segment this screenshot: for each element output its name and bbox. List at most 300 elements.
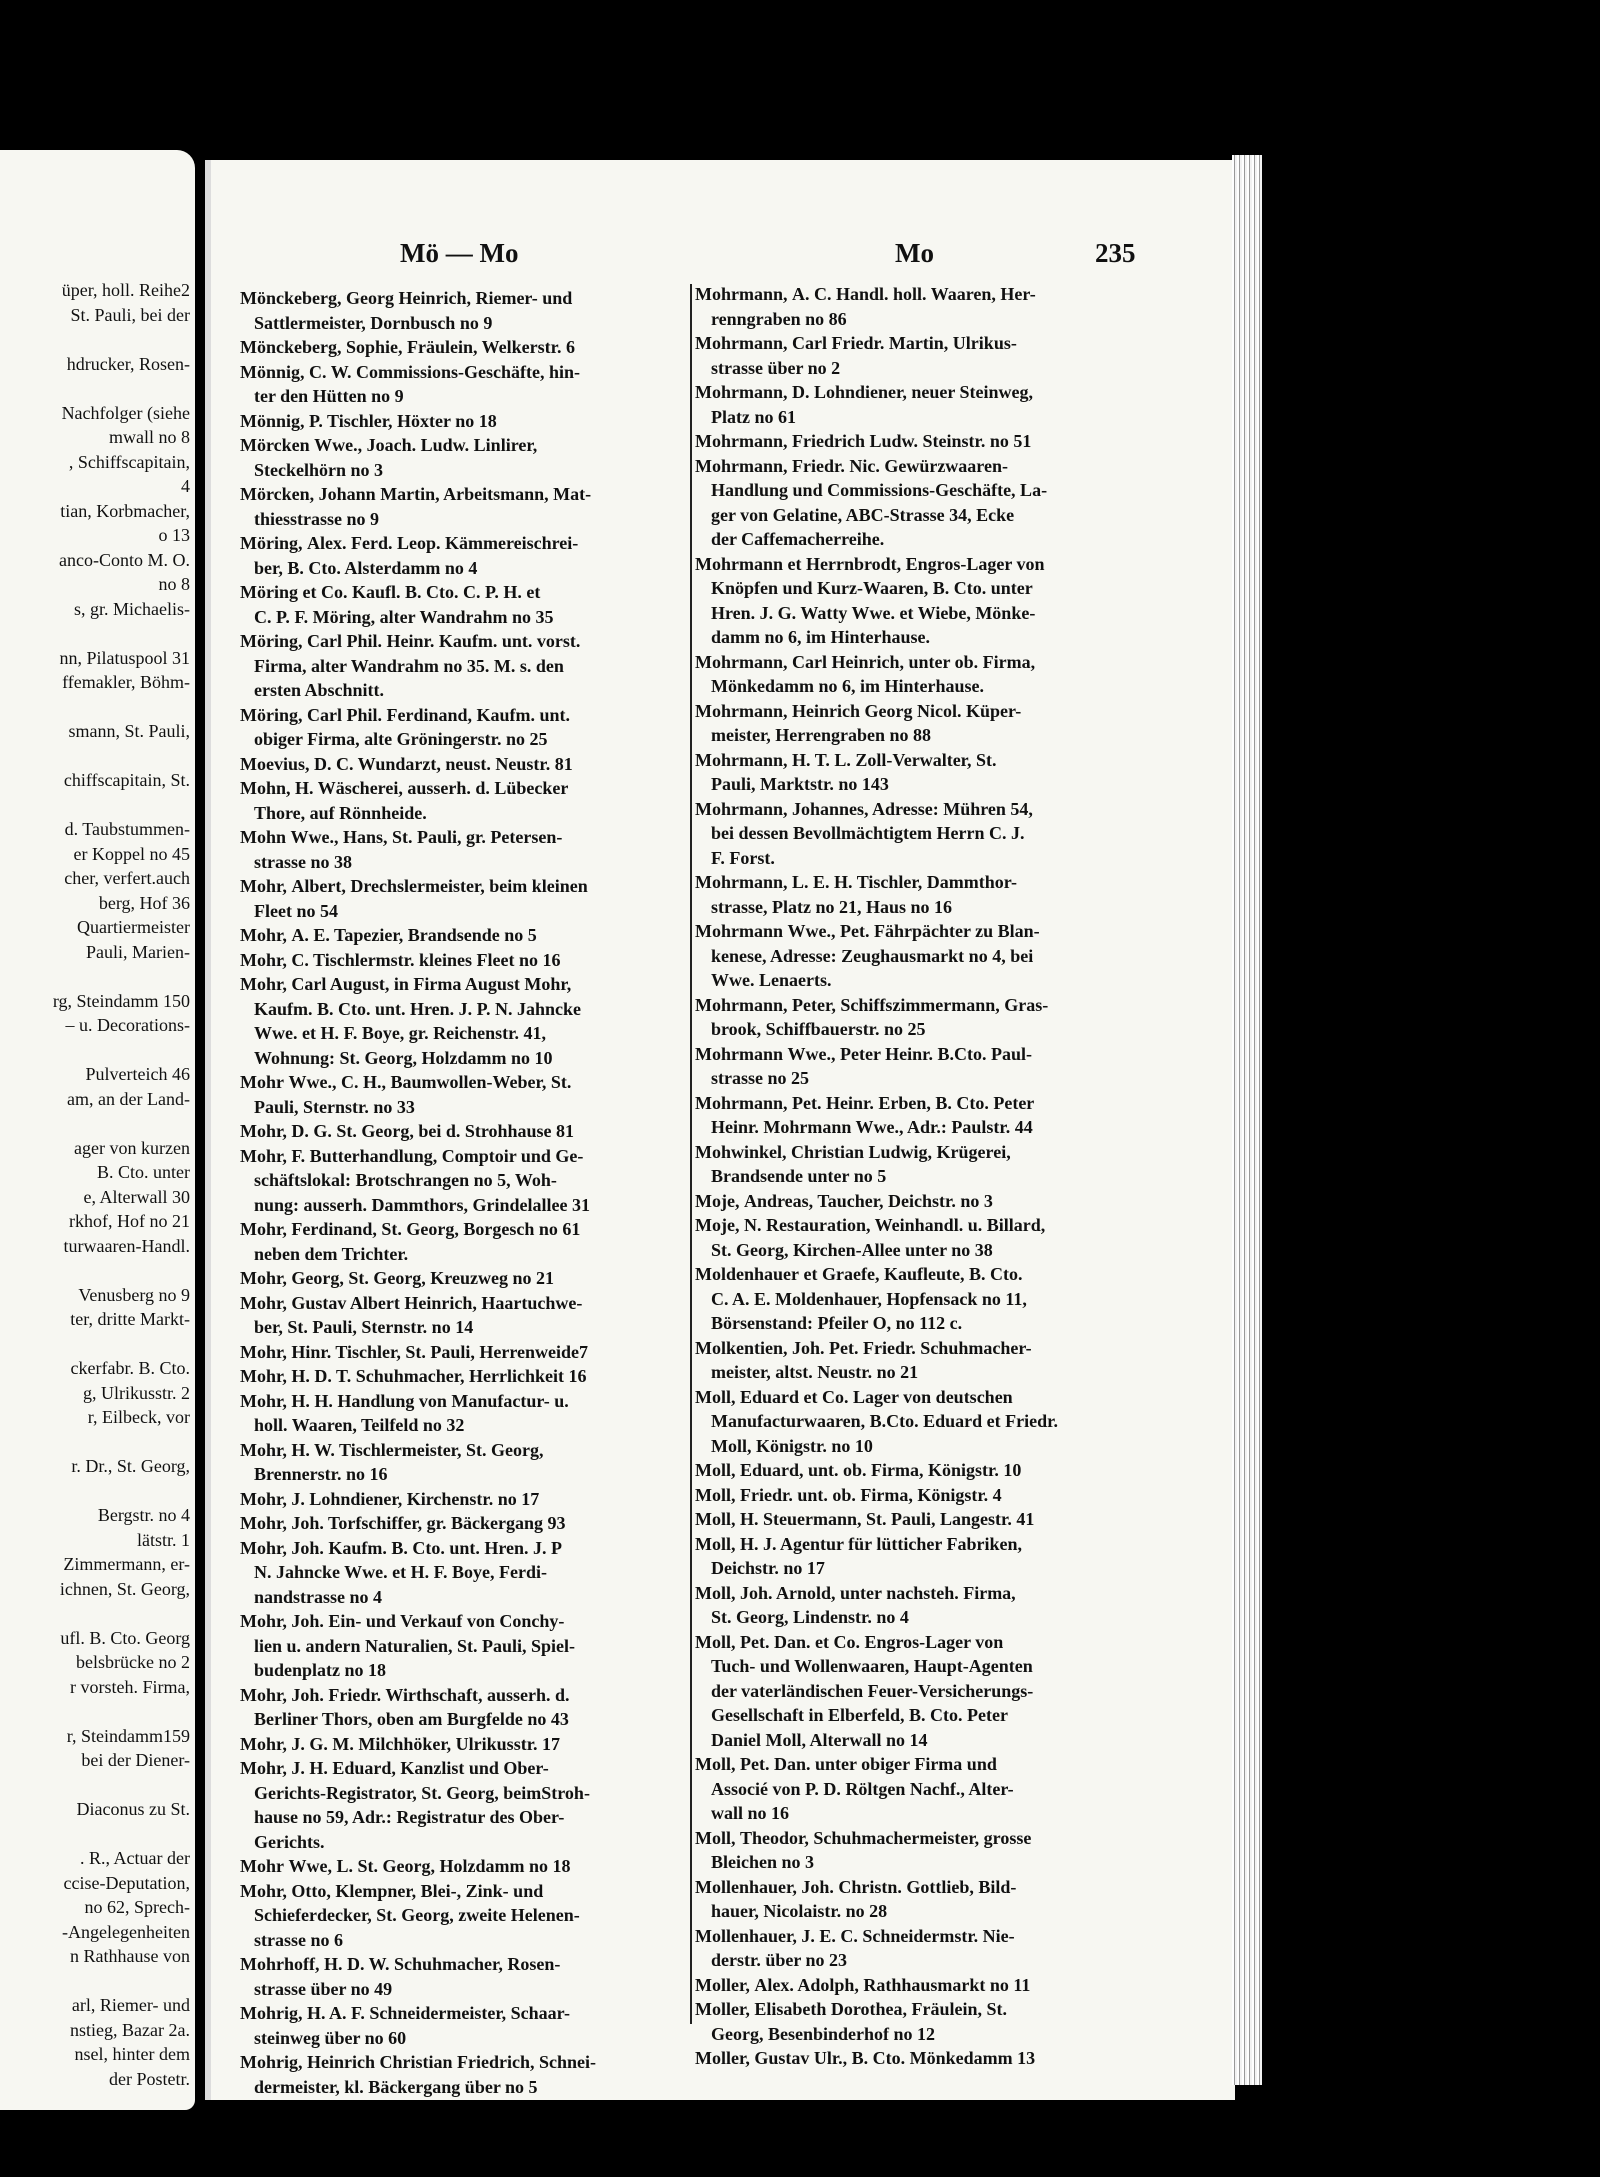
- entry-continuation: neben dem Trichter.: [254, 1243, 409, 1264]
- entry-name: Mohr,: [240, 1219, 287, 1239]
- directory-entry: [695, 429, 1155, 454]
- fragment-line: [0, 1699, 190, 1724]
- entry-name: Moevius,: [240, 753, 310, 774]
- fragment-line: n Rathhause von: [70, 1946, 190, 1966]
- entry-continuation: budenplatz no 18: [254, 1660, 387, 1680]
- entry-continuation: C. P. F. Möring, alter Wandrahm no 35: [254, 606, 554, 627]
- directory-entry: [240, 1217, 686, 1266]
- entry-name: Mohr,: [240, 925, 287, 945]
- entry-continuation: C. A. E. Moldenhauer, Hopfensack no 11,: [711, 1288, 1027, 1309]
- entry-details: Wwe., Joach. Ludw. Linlirer,: [314, 435, 538, 455]
- entry-name: Mohr,: [240, 1880, 287, 1901]
- entry-continuation: Heinr. Mohrmann Wwe., Adr.: Paulstr. 44: [711, 1117, 1033, 1137]
- fragment-line: üper, holl. Reihe2: [61, 280, 190, 300]
- fragment-line: Zimmermann, er-: [63, 1554, 190, 1574]
- entry-name: Moller,: [695, 1974, 750, 1995]
- left-page-text: [0, 278, 190, 2091]
- directory-entry: [695, 1973, 1155, 1998]
- entry-name: Mönckeberg,: [240, 337, 342, 357]
- directory-entry: [695, 1042, 1155, 1091]
- right-column: [695, 282, 1155, 2071]
- entry-details: Joh. Torfschiffer, gr. Bäckergang 93: [291, 1513, 566, 1533]
- entry-continuation: strasse no 6: [254, 1929, 343, 1950]
- entry-name: Mohrmann,: [695, 333, 788, 353]
- directory-entry: [240, 874, 686, 923]
- entry-name: Mönckeberg,: [240, 288, 342, 308]
- entry-details: Friedr. Nic. Gewürzwaaren-: [792, 455, 1008, 476]
- fragment-line: nsel, hinter dem: [74, 2044, 190, 2064]
- entry-details: N. Restauration, Weinhandl. u. Billard,: [743, 1215, 1046, 1235]
- fragment-line: Pulverteich 46: [85, 1064, 190, 1084]
- fragment-line: [0, 1822, 190, 1847]
- directory-page: [205, 160, 1235, 2100]
- entry-continuation: Hren. J. G. Watty Wwe. et Wiebe, Mönke-: [711, 602, 1036, 623]
- entry-details: Wwe., Hans, St. Pauli, gr. Petersen-: [290, 827, 563, 847]
- entry-name: Mohr,: [240, 1268, 287, 1288]
- entry-continuation: ber, B. Cto. Alsterdamm no 4: [254, 557, 478, 578]
- entry-continuation: obiger Firma, alte Gröningerstr. no 25: [254, 729, 548, 749]
- fragment-line: [0, 1479, 190, 1504]
- fragment-line: o 13: [158, 525, 190, 545]
- entry-continuation: brook, Schiffbauerstr. no 25: [711, 1019, 926, 1039]
- entry-details: Eduard et Co. Lager von deutschen: [740, 1386, 1013, 1407]
- directory-entry: [695, 748, 1155, 797]
- fragment-line: er Koppel no 45: [73, 843, 190, 864]
- entry-continuation: strasse über no 2: [711, 357, 841, 378]
- entry-details: Johannes, Adresse: Mühren 54,: [792, 798, 1033, 819]
- entry-continuation: Handlung und Commissions-Geschäfte, La-: [711, 480, 1048, 500]
- entry-details: Carl Phil. Ferdinand, Kaufm. unt.: [307, 704, 571, 725]
- entry-continuation: strasse über no 49: [254, 1978, 393, 1999]
- directory-entry: [240, 335, 686, 360]
- directory-entry: [695, 1262, 1155, 1336]
- entry-name: Moje,: [695, 1215, 740, 1235]
- entry-continuation: Daniel Moll, Alterwall no 14: [711, 1729, 928, 1750]
- directory-entry: [240, 1683, 686, 1732]
- entry-details: Gustav Ulr., B. Cto. Mönkedamm 13: [754, 2048, 1036, 2068]
- entry-name: Mohrmann,: [695, 994, 788, 1015]
- entry-details: Ferdinand, St. Georg, Borgesch no 61: [291, 1219, 581, 1239]
- fragment-line: rkhof, Hof no 21: [69, 1211, 190, 1231]
- directory-entry: [240, 1364, 686, 1389]
- entry-details: Alex. Ferd. Leop. Kämmereischrei-: [307, 533, 579, 553]
- fragment-line: ichnen, St. Georg,: [59, 1578, 190, 1599]
- directory-entry: [695, 870, 1155, 919]
- entry-details: Joh. Friedr. Wirthschaft, ausserh. d.: [291, 1684, 570, 1705]
- directory-entry: [240, 1438, 686, 1487]
- fragment-line: tian, Korbmacher,: [60, 500, 190, 521]
- column-divider: [690, 284, 692, 2024]
- entry-continuation: Deichstr. no 17: [711, 1558, 825, 1578]
- entry-details: Wwe., C. H., Baumwollen-Weber, St.: [288, 1072, 572, 1092]
- entry-continuation: Moll, Königstr. no 10: [711, 1435, 873, 1456]
- entry-name: Mörcken,: [240, 484, 315, 504]
- entry-name: Mohrmann: [695, 553, 784, 574]
- fragment-line: [0, 964, 190, 989]
- entry-continuation: F. Forst.: [711, 847, 775, 868]
- fragment-line: lätstr. 1: [137, 1529, 190, 1550]
- fragment-line: r. Dr., St. Georg,: [71, 1456, 190, 1476]
- entry-continuation: ber, St. Pauli, Sternstr. no 14: [254, 1317, 474, 1337]
- entry-name: Mohn,: [240, 778, 291, 798]
- entry-continuation: Wohnung: St. Georg, Holzdamm no 10: [254, 1047, 553, 1068]
- directory-entry: [695, 1091, 1155, 1140]
- directory-entry: [240, 433, 686, 482]
- fragment-line: ager von kurzen: [74, 1137, 190, 1158]
- page-edges: [1232, 155, 1262, 2085]
- directory-entry: [240, 825, 686, 874]
- entry-continuation: Schieferdecker, St. Georg, zweite Helenen-: [254, 1905, 580, 1925]
- entry-name: Mohrmann: [695, 921, 784, 941]
- entry-details: Joh. Christn. Gottlieb, Bild-: [801, 1876, 1017, 1897]
- entry-continuation: bei dessen Bevollmächtigtem Herrn C. J.: [711, 823, 1025, 843]
- entry-name: Mohr,: [240, 1366, 287, 1386]
- fragment-line: , Schiffscapitain,: [68, 451, 190, 472]
- entry-details: Theodor, Schuhmachermeister, grosse: [740, 1827, 1032, 1848]
- entry-details: Joh. Kaufm. B. Cto. unt. Hren. J. P: [291, 1537, 563, 1558]
- directory-entry: [240, 1879, 686, 1953]
- entry-continuation: St. Georg, Kirchen-Allee unter no 38: [711, 1239, 993, 1260]
- fragment-line: ffemakler, Böhm-: [62, 672, 190, 692]
- entry-name: Mohrmann,: [695, 284, 788, 304]
- entry-continuation: strasse no 25: [711, 1068, 809, 1088]
- entry-details: Carl August, in Firma August Mohr,: [291, 974, 572, 994]
- entry-name: Mohr: [240, 1072, 284, 1092]
- directory-entry: [240, 1732, 686, 1757]
- entry-name: Mohrmann,: [695, 382, 788, 402]
- entry-name: Mohr,: [240, 1292, 287, 1313]
- entry-details: et Graefe, Kaufleute, B. Cto.: [803, 1264, 1023, 1284]
- directory-entry: [695, 1385, 1155, 1459]
- entry-name: Mohr,: [240, 1733, 287, 1754]
- fragment-line: r vorsteh. Firma,: [70, 1676, 190, 1697]
- entry-continuation: Brandsende unter no 5: [711, 1166, 887, 1186]
- entry-details: A. E. Tapezier, Brandsende no 5: [291, 925, 537, 945]
- entry-name: Mohrig,: [240, 2003, 303, 2023]
- fragment-line: s, gr. Michaelis-: [74, 598, 190, 619]
- directory-entry: [695, 2046, 1155, 2071]
- fragment-line: belsbrücke no 2: [76, 1652, 190, 1672]
- entry-name: Mollenhauer,: [695, 1925, 797, 1946]
- directory-entry: [240, 776, 686, 825]
- fragment-line: r, Eilbeck, vor: [87, 1407, 190, 1427]
- entry-details: Carl Friedr. Martin, Ulrikus-: [792, 333, 1017, 353]
- entry-continuation: der vaterländischen Feuer-Versicherungs-: [711, 1680, 1034, 1701]
- fragment-line: smann, St. Pauli,: [68, 721, 190, 741]
- entry-details: C. W. Commissions-Geschäfte, hin-: [309, 361, 581, 382]
- entry-name: Mohrhoff,: [240, 1954, 320, 1974]
- entry-name: Moller,: [695, 2048, 750, 2068]
- entry-details: Friedr. unt. ob. Firma, Königstr. 4: [740, 1484, 1002, 1505]
- entry-details: D. C. Wundarzt, neust. Neustr. 81: [314, 753, 573, 774]
- entry-details: Johann Martin, Arbeitsmann, Mat-: [318, 484, 592, 504]
- entry-continuation: nandstrasse no 4: [254, 1586, 383, 1607]
- entry-name: Mohrmann,: [695, 749, 788, 770]
- entry-details: D. Lohndiener, neuer Steinweg,: [792, 382, 1034, 402]
- entry-details: Heinrich Georg Nicol. Küper-: [792, 700, 1022, 721]
- fragment-line: [0, 1430, 190, 1455]
- directory-entry: [240, 1070, 686, 1119]
- entry-name: Mohr,: [240, 974, 287, 994]
- entry-details: Wwe., Peter Heinr. B.Cto. Paul-: [787, 1043, 1032, 1064]
- entry-name: Mohr,: [240, 1513, 287, 1533]
- entry-name: Mönnig,: [240, 361, 305, 382]
- directory-entry: [240, 1119, 686, 1144]
- fragment-line: anco-Conto M. O.: [59, 549, 190, 570]
- fragment-line: . R., Actuar der: [80, 1848, 190, 1868]
- entry-details: Heinrich Christian Friedrich, Schnei-: [307, 2052, 596, 2072]
- entry-name: Moll,: [695, 1631, 736, 1652]
- entry-continuation: nung: ausserh. Dammthors, Grindelallee 31: [254, 1194, 591, 1215]
- entry-continuation: ter den Hütten no 9: [254, 386, 404, 406]
- fragment-line: hdrucker, Rosen-: [66, 353, 190, 374]
- directory-entry: [240, 1952, 686, 2001]
- entry-details: Christian Ludwig, Krügerei,: [791, 1141, 1011, 1162]
- directory-entry: [695, 797, 1155, 871]
- directory-entry: [695, 1997, 1155, 2046]
- directory-entry: [695, 1630, 1155, 1753]
- entry-name: Mohrmann,: [695, 651, 788, 672]
- directory-entry: [240, 580, 686, 629]
- entry-continuation: der Caffemacherreihe.: [711, 529, 885, 549]
- directory-entry: [240, 1536, 686, 1610]
- entry-name: Mohr,: [240, 1684, 287, 1705]
- entry-name: Mohr,: [240, 949, 287, 970]
- fragment-line: no 62, Sprech-: [84, 1897, 190, 1917]
- entry-name: Mohrmann: [695, 1043, 784, 1064]
- fragment-line: no 8: [158, 574, 190, 594]
- page-header: [205, 238, 1235, 278]
- directory-entry: [695, 1458, 1155, 1483]
- directory-entry: [695, 380, 1155, 429]
- directory-entry: [695, 552, 1155, 650]
- entry-continuation: Steckelhörn no 3: [254, 459, 384, 480]
- entry-continuation: derstr. über no 23: [711, 1950, 848, 1970]
- entry-details: Pet. Heinr. Erben, B. Cto. Peter: [792, 1092, 1035, 1113]
- fragment-line: Pauli, Marien-: [86, 941, 190, 962]
- fragment-line: bei der Diener-: [81, 1750, 190, 1770]
- header-left-range: Mö — Mo: [400, 238, 519, 268]
- entry-details: H. J. Agentur für lütticher Fabriken,: [740, 1533, 1023, 1554]
- entry-name: Mohr: [240, 1856, 284, 1876]
- fragment-line: d. Taubstummen-: [64, 819, 190, 839]
- entry-name: Mohr,: [240, 1611, 287, 1631]
- entry-continuation: strasse, Platz no 21, Haus no 16: [711, 896, 953, 917]
- directory-entry: [240, 1854, 686, 1879]
- entry-details: Joh. Pet. Friedr. Schuhmacher-: [792, 1337, 1032, 1358]
- entry-continuation: Kaufm. B. Cto. unt. Hren. J. P. N. Jahncke: [254, 998, 582, 1019]
- directory-entry: [240, 1291, 686, 1340]
- directory-entry: [240, 923, 686, 948]
- entry-name: Moll,: [695, 1509, 736, 1529]
- fragment-line: ckerfabr. B. Cto.: [70, 1358, 190, 1378]
- directory-entry: [695, 1826, 1155, 1875]
- entry-name: Moll,: [695, 1386, 736, 1407]
- entry-details: J. E. C. Schneidermstr. Nie-: [801, 1925, 1015, 1946]
- entry-name: Mohrmann,: [695, 455, 788, 476]
- fragment-line: arl, Riemer- und: [71, 1995, 190, 2015]
- directory-entry: [240, 1487, 686, 1512]
- entry-name: Mohn: [240, 827, 287, 847]
- directory-entry: [240, 286, 686, 335]
- entry-continuation: damm no 6, im Hinterhause.: [711, 627, 931, 647]
- fragment-line: am, an der Land-: [67, 1088, 190, 1109]
- fragment-line: [0, 376, 190, 401]
- entry-continuation: ersten Abschnitt.: [254, 680, 384, 700]
- directory-entry: [240, 948, 686, 973]
- entry-details: Friedrich Ludw. Steinstr. no 51: [792, 431, 1032, 451]
- directory-entry: [240, 703, 686, 752]
- entry-details: D. G. St. Georg, bei d. Strohhause 81: [291, 1121, 575, 1141]
- entry-name: Mohr,: [240, 1341, 287, 1362]
- entry-name: Mohrmann,: [695, 798, 788, 819]
- directory-entry: [695, 1189, 1155, 1214]
- entry-continuation: Berliner Thors, oben am Burgfelde no 43: [254, 1709, 569, 1729]
- entry-details: F. Butterhandlung, Comptoir und Ge-: [291, 1145, 584, 1166]
- entry-continuation: holl. Waaren, Teilfeld no 32: [254, 1415, 465, 1435]
- fragment-line: [0, 1773, 190, 1798]
- entry-details: Peter, Schiffszimmermann, Gras-: [792, 994, 1049, 1015]
- entry-continuation: lien u. andern Naturalien, St. Pauli, Spiel-: [254, 1635, 576, 1656]
- fragment-line: Quartiermeister: [77, 917, 190, 937]
- directory-entry: [240, 531, 686, 580]
- directory-entry: [695, 1875, 1155, 1924]
- entry-details: H. D. T. Schuhmacher, Herrlichkeit 16: [291, 1366, 587, 1386]
- entry-details: Wwe, L. St. Georg, Holzdamm no 18: [288, 1856, 571, 1876]
- entry-continuation: thiesstrasse no 9: [254, 508, 379, 529]
- entry-continuation: Firma, alter Wandrahm no 35. M. s. den: [254, 655, 564, 676]
- entry-continuation: St. Georg, Lindenstr. no 4: [711, 1607, 909, 1627]
- fragment-line: Venusberg no 9: [78, 1284, 190, 1305]
- entry-continuation: N. Jahncke Wwe. et H. F. Boye, Ferdi-: [254, 1562, 547, 1582]
- entry-details: Eduard, unt. ob. Firma, Königstr. 10: [740, 1460, 1022, 1480]
- entry-name: Mohwinkel,: [695, 1141, 787, 1162]
- entry-continuation: Gerichts.: [254, 1831, 325, 1852]
- fragment-line: [0, 695, 190, 720]
- directory-entry: [695, 1532, 1155, 1581]
- directory-entry: [240, 482, 686, 531]
- entry-name: Mohrmann,: [695, 1092, 788, 1113]
- directory-entry: [240, 2050, 686, 2099]
- entry-name: Mohrig,: [240, 2052, 303, 2072]
- header-right-range: Mo: [895, 238, 934, 268]
- directory-entry: [695, 1581, 1155, 1630]
- entry-name: Moldenhauer: [695, 1264, 800, 1284]
- entry-details: Alex. Adolph, Rathhausmarkt no 11: [754, 1974, 1031, 1995]
- directory-entry: [695, 650, 1155, 699]
- entry-name: Mohrmann,: [695, 872, 788, 892]
- entry-continuation: Brennerstr. no 16: [254, 1464, 388, 1484]
- entry-details: P. Tischler, Höxter no 18: [309, 410, 497, 431]
- entry-continuation: Börsenstand: Pfeiler O, no 112 c.: [711, 1313, 963, 1333]
- directory-entry: [240, 1266, 686, 1291]
- directory-entry: [695, 1507, 1155, 1532]
- entry-name: Moll,: [695, 1533, 736, 1554]
- entry-details: J. G. M. Milchhöker, Ulrikusstr. 17: [291, 1733, 561, 1754]
- left-page-fragment: [0, 150, 195, 2110]
- entry-continuation: Georg, Besenbinderhof no 12: [711, 2023, 936, 2044]
- entry-details: Joh. Ein- und Verkauf von Conchy-: [291, 1611, 565, 1631]
- entry-name: Mohr,: [240, 1121, 287, 1141]
- entry-name: Moll,: [695, 1827, 736, 1848]
- fragment-line: e, Alterwall 30: [83, 1186, 190, 1207]
- directory-entry: [240, 972, 686, 1070]
- entry-name: Moll,: [695, 1754, 736, 1774]
- entry-details: A. C. Handl. holl. Waaren, Her-: [792, 284, 1036, 304]
- entry-details: L. E. H. Tischler, Dammthor-: [792, 872, 1018, 892]
- fragment-line: r, Steindamm159: [66, 1725, 190, 1746]
- fragment-line: Nachfolger (siehe: [61, 402, 190, 423]
- entry-continuation: Thore, auf Rönnheide.: [254, 802, 427, 823]
- fragment-line: ufl. B. Cto. Georg: [60, 1627, 190, 1648]
- entry-details: Pet. Dan. unter obiger Firma und: [740, 1754, 997, 1774]
- entry-name: Mohr,: [240, 1439, 287, 1460]
- entry-continuation: hause no 59, Adr.: Registratur des Ober-: [254, 1807, 565, 1827]
- directory-entry: [240, 1389, 686, 1438]
- fragment-line: cher, verfert.auch: [64, 868, 190, 888]
- entry-details: J. H. Eduard, Kanzlist und Ober-: [291, 1758, 549, 1778]
- fragment-line: nstieg, Bazar 2a.: [70, 2019, 190, 2040]
- entry-details: et Herrnbrodt, Engros-Lager von: [787, 553, 1045, 574]
- entry-name: Möring,: [240, 704, 303, 725]
- entry-details: Georg, St. Georg, Kreuzweg no 21: [291, 1268, 554, 1288]
- entry-continuation: dermeister, kl. Bäckergang über no 5: [254, 2076, 538, 2097]
- entry-name: Mohrmann,: [695, 700, 788, 721]
- entry-continuation: Pauli, Sternstr. no 33: [254, 1096, 415, 1117]
- entry-continuation: wall no 16: [711, 1803, 790, 1823]
- fragment-line: Diaconus zu St.: [76, 1799, 190, 1819]
- entry-name: Mohr,: [240, 876, 287, 896]
- entry-name: Mollenhauer,: [695, 1876, 797, 1897]
- entry-details: H. Wäscherei, ausserh. d. Lübecker: [295, 778, 569, 798]
- entry-details: J. Lohndiener, Kirchenstr. no 17: [291, 1488, 540, 1509]
- entry-details: H. W. Tischlermeister, St. Georg,: [291, 1439, 544, 1460]
- entry-continuation: ger von Gelatine, ABC-Strasse 34, Ecke: [711, 504, 1015, 525]
- entry-continuation: schäftslokal: Brotschrangen no 5, Woh-: [254, 1170, 557, 1190]
- entry-details: Pet. Dan. et Co. Engros-Lager von: [740, 1631, 1004, 1652]
- entry-details: Elisabeth Dorothea, Fräulein, St.: [754, 1999, 1008, 2019]
- fragment-line: nn, Pilatuspool 31: [59, 647, 190, 668]
- entry-details: Carl Heinrich, unter ob. Firma,: [792, 651, 1036, 672]
- entry-continuation: Platz no 61: [711, 406, 796, 427]
- entry-name: Mohr,: [240, 1145, 287, 1166]
- directory-entry: [240, 1144, 686, 1218]
- directory-entry: [695, 1483, 1155, 1508]
- directory-entry: [695, 1213, 1155, 1262]
- directory-entry: [240, 1340, 686, 1365]
- fragment-line: St. Pauli, bei der: [70, 304, 190, 325]
- fragment-line: B. Cto. unter: [97, 1162, 190, 1182]
- entry-details: Hinr. Tischler, St. Pauli, Herrenweide7: [291, 1341, 589, 1362]
- fragment-line: berg, Hof 36: [98, 892, 190, 913]
- entry-details: H. H. Handlung von Manufactur- u.: [291, 1390, 569, 1411]
- fragment-line: [0, 1258, 190, 1283]
- entry-details: H. A. F. Schneidermeister, Schaar-: [307, 2003, 570, 2023]
- fragment-line: [0, 1111, 190, 1136]
- entry-name: Mohr,: [240, 1537, 287, 1558]
- entry-continuation: Sattlermeister, Dornbusch no 9: [254, 312, 493, 333]
- directory-entry: [695, 699, 1155, 748]
- entry-name: Möring,: [240, 631, 303, 651]
- entry-details: Albert, Drechslermeister, beim kleinen: [291, 876, 588, 896]
- entry-details: C. Tischlermstr. kleines Fleet no 16: [291, 949, 561, 970]
- fragment-line: -Angelegenheiten: [62, 1921, 190, 1942]
- entry-details: Georg Heinrich, Riemer- und: [345, 288, 573, 308]
- entry-details: Carl Phil. Heinr. Kaufm. unt. vorst.: [307, 631, 581, 651]
- entry-name: Mohr,: [240, 1390, 287, 1411]
- entry-name: Möring,: [240, 533, 303, 553]
- fragment-line: Bergstr. no 4: [97, 1505, 190, 1525]
